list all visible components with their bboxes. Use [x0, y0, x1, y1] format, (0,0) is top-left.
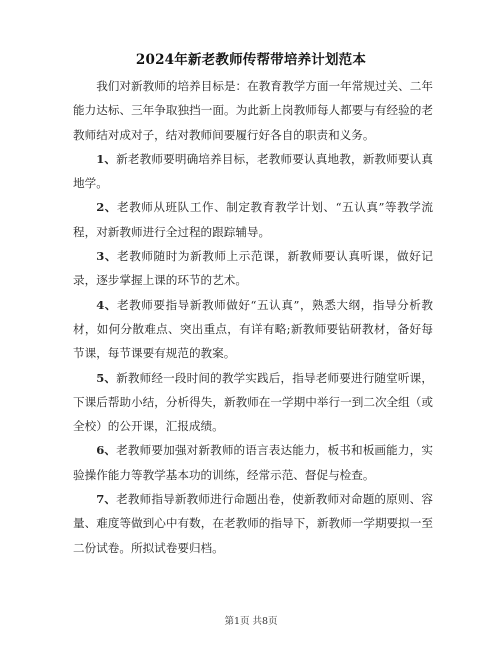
item-text: 新教师经一段时间的教学实践后，指导老师要进行随堂听课，下课后帮助小结，分析得失，新教师在一学期中举行一到二次全组（或全校）的公开课，汇报成绩。 — [73, 370, 433, 434]
item-text: 新老教师要明确培养目标，老教师要认真地教，新教师要认真地学。 — [73, 151, 433, 191]
item-number: 1、 — [96, 151, 117, 166]
list-item-3 — [73, 244, 433, 293]
list-item-5 — [73, 366, 433, 439]
item-text: 老教师要加强对新教师的语言表达能力，板书和板画能力，实验操作能力等教学基本功的训练，经常示范、督促与检查。 — [73, 443, 433, 482]
item-text: 老教师随时为新教师上示范课，新教师要认真听课，做好记录，逐步掌握上课的环节的艺术。 — [73, 249, 433, 288]
item-number: 3、 — [96, 249, 118, 264]
list-item-1 — [73, 147, 433, 196]
item-number: 2、 — [96, 200, 117, 215]
intro-paragraph: 我们对新教师的培养目标是：在教育教学方面一年常规过关、二年能力达标、三年争取独挡一面。为此新上岗教师每人都要与有经验的老教师结对成对子，结对教师间要履行好各自的职责和义务。 — [73, 79, 433, 142]
list-item-4 — [73, 293, 433, 366]
item-text: 老教师要指导新教师做好“五认真”，熟悉大纲，指导分析教材，如何分散难点、突出重点，有详有略;新教师要钻研教材，备好每节课，每节课要有规范的教案。 — [73, 297, 433, 361]
list-item-6 — [73, 438, 433, 487]
list-item-7 — [73, 487, 433, 560]
list-item-2 — [73, 195, 433, 244]
item-number: 6、 — [96, 443, 117, 458]
item-text: 老教师指导新教师进行命题出卷，使新教师对命题的原则、容量、难度等做到心中有数，在老教师的指导下，新教师一学期要拟一至二份试卷。所拟试卷要归档。 — [73, 492, 433, 555]
item-text: 老教师从班队工作、制定教育教学计划、“五认真”等教学流程，对新教师进行全过程的跟踪辅导。 — [73, 200, 433, 239]
item-number: 7、 — [96, 492, 117, 507]
item-number: 5、 — [96, 370, 117, 385]
page-footer: 第1页 共8页 — [224, 616, 278, 627]
document-body — [73, 74, 433, 560]
item-number: 4、 — [96, 297, 117, 312]
page-title: 2024年新老教师传帮带培养计划范本 — [135, 52, 367, 68]
